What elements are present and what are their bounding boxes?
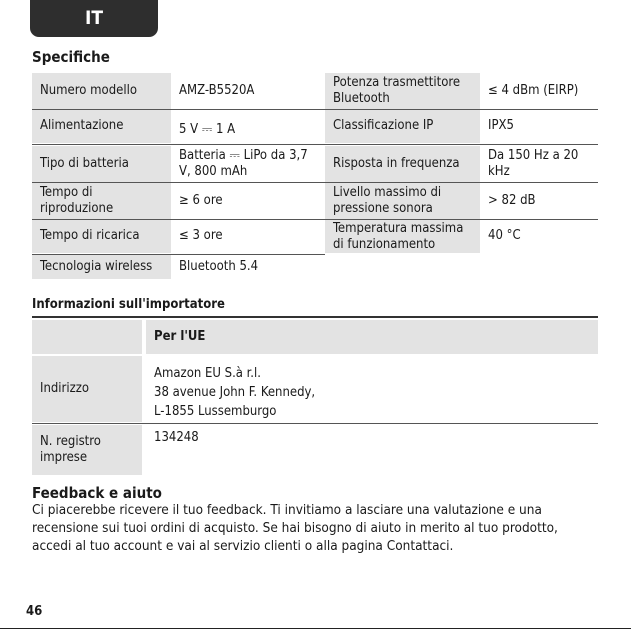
feedback-heading: Feedback e aiuto — [32, 484, 162, 502]
spec-value-model: AMZ-B5520A — [179, 82, 255, 98]
spec-label-ip: Classificazione IP — [325, 110, 480, 143]
feedback-paragraph: Ci piacerebbe ricevere il tuo feedback. Ti invitiamo a lasciare una valutazione e una recensione sui tuoi ordini di acquisto. Se hai bisogno di aiuto in merito al tuo prodotto, accedi al tuo account e vai al servizio clienti o alla pagina Contattaci. — [32, 502, 558, 554]
spec-label-temp: Temperatura massima di funzionamento — [325, 220, 480, 253]
importer-address-label: Indirizzo — [32, 356, 142, 422]
importer-eu-header: Per l'UE — [146, 320, 598, 354]
address-line-3: L-1855 Lussemburgo — [154, 404, 277, 419]
address-line-1: Amazon EU S.à r.l. — [154, 366, 261, 381]
spec-label-playtime: Tempo di riproduzione — [32, 183, 171, 219]
spec-label-charge: Tempo di ricarica — [32, 220, 171, 253]
importer-header-blank — [32, 320, 142, 354]
address-line-2: 38 avenue John F. Kennedy, — [154, 385, 316, 400]
importer-registry-value: 134248 — [154, 430, 199, 445]
spec-label-battery: Tipo di batteria — [32, 146, 171, 182]
spec-label-wireless: Tecnologia wireless — [32, 255, 171, 279]
page-number: 46 — [26, 604, 43, 619]
spec-value-temp: 40 °C — [488, 228, 521, 244]
spec-label-freq: Risposta in frequenza — [325, 146, 480, 182]
footer-rule — [0, 628, 631, 629]
spec-value-ip: IPX5 — [488, 118, 514, 134]
importer-address — [146, 360, 598, 425]
spec-value-spl: > 82 dB — [488, 192, 536, 208]
spec-value-battery: Batteria ⎓ LiPo da 3,7 V, 800 mAh — [179, 148, 308, 179]
spec-value-playtime: ≥ 6 ore — [179, 192, 223, 208]
spec-value-bt-power: ≤ 4 dBm (EIRP) — [488, 82, 579, 98]
spec-value-power: 5 V ⎓ 1 A — [179, 122, 236, 138]
importer-registry-label: N. registro imprese — [32, 425, 142, 475]
spec-label-spl: Livello massimo di pressione sonora — [325, 183, 480, 219]
spec-label-model: Numero modello — [32, 73, 171, 109]
spec-value-freq: Da 150 Hz a 20 kHz — [488, 148, 579, 179]
spec-label-bt-power: Potenza trasmettitore Bluetooth — [325, 73, 480, 109]
language-tab: IT — [30, 0, 158, 37]
spec-value-wireless: Bluetooth 5.4 — [179, 258, 259, 274]
specs-heading: Specifiche — [32, 48, 110, 66]
spec-label-power: Alimentazione — [32, 110, 171, 143]
spec-value-charge: ≤ 3 ore — [179, 228, 223, 244]
importer-heading: Informazioni sull'importatore — [32, 297, 225, 312]
